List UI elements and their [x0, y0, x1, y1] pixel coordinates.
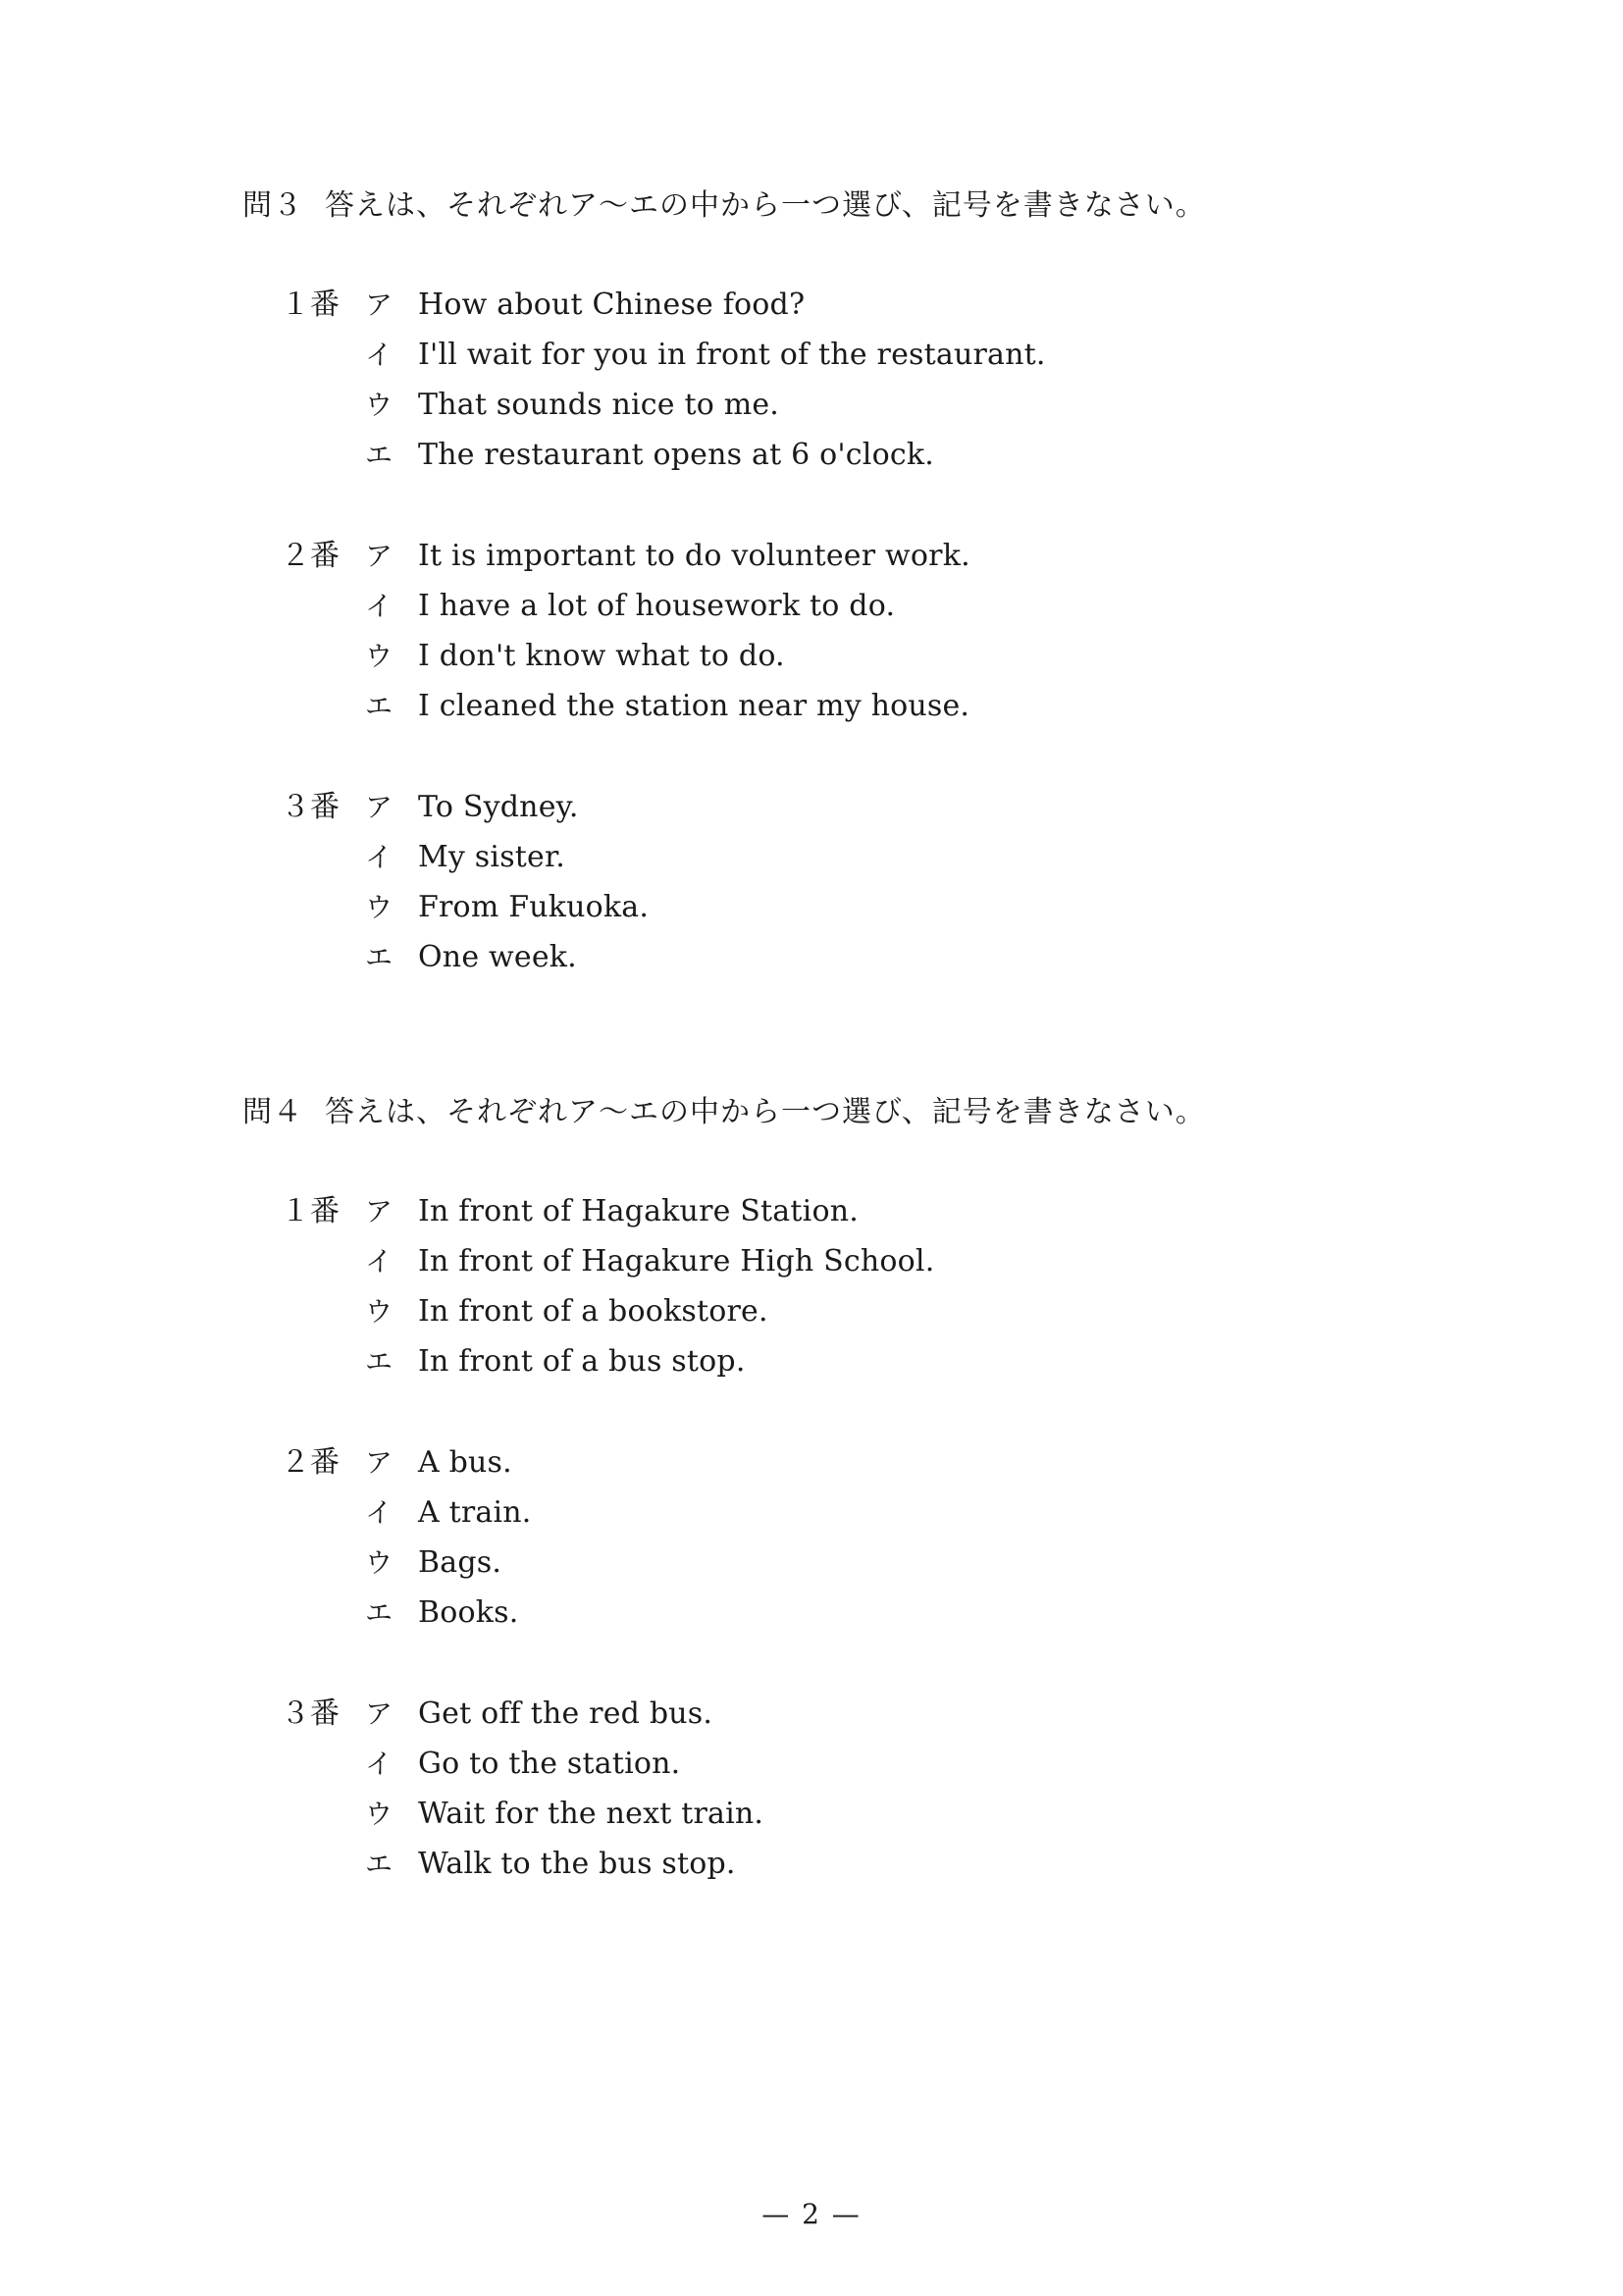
q3-instruction [242, 181, 1206, 224]
option-text: A bus. [418, 1445, 512, 1480]
option-symbol: ウ [365, 389, 393, 421]
item-number: ２番 [281, 539, 340, 573]
option-text: Walk to the bus stop. [418, 1847, 736, 1881]
option-symbol: ウ [365, 1295, 393, 1328]
option-text: To Sydney. [418, 790, 579, 824]
option-symbol: ウ [365, 640, 393, 672]
option-symbol: エ [365, 439, 393, 471]
option-row [281, 1236, 1360, 1286]
q3-item-1 [281, 280, 1360, 480]
option-text: Wait for the next train. [418, 1797, 764, 1831]
option-row [281, 782, 1360, 832]
option-row [281, 832, 1360, 882]
option-symbol: ア [365, 288, 393, 321]
option-row [281, 932, 1360, 982]
option-symbol: イ [365, 1748, 393, 1780]
q4-item-3 [281, 1689, 1360, 1889]
option-row [281, 1186, 1360, 1236]
option-text: I cleaned the station near my house. [418, 689, 970, 723]
item-number: １番 [281, 287, 340, 322]
item-number: １番 [281, 1194, 340, 1228]
option-row [281, 1739, 1360, 1789]
q4-item-2 [281, 1437, 1360, 1638]
q4-label: 問４ [242, 1095, 303, 1129]
option-symbol: イ [365, 339, 393, 371]
option-text: My sister. [418, 840, 565, 874]
option-row [281, 280, 1360, 330]
option-symbol: ウ [365, 1546, 393, 1579]
option-row [281, 1789, 1360, 1839]
item-number: ２番 [281, 1445, 340, 1480]
option-row [281, 531, 1360, 581]
option-text: In front of Hagakure Station. [418, 1194, 859, 1228]
option-text: In front of Hagakure High School. [418, 1244, 935, 1278]
option-symbol: ア [365, 540, 393, 572]
option-row [281, 581, 1360, 631]
option-row [281, 631, 1360, 681]
option-row [281, 330, 1360, 380]
page-number: — 2 — [761, 2198, 862, 2230]
option-row [281, 380, 1360, 430]
item-number: ３番 [281, 790, 340, 824]
option-symbol: ア [365, 1697, 393, 1730]
option-text: Books. [418, 1595, 519, 1630]
option-symbol: ウ [365, 891, 393, 923]
option-text: Get off the red bus. [418, 1696, 713, 1731]
option-symbol: ア [365, 791, 393, 823]
option-symbol: エ [365, 1848, 393, 1880]
q4-item-1 [281, 1186, 1360, 1386]
option-symbol: エ [365, 1596, 393, 1629]
q4-instruction [242, 1087, 1206, 1130]
q4-instruction-text: 答えは、それぞれア～エの中から一つ選び、記号を書きなさい。 [325, 1095, 1206, 1129]
option-text: The restaurant opens at 6 o'clock. [418, 438, 934, 472]
option-text: I have a lot of housework to do. [418, 589, 896, 623]
option-text: I'll wait for you in front of the restaurant. [418, 338, 1046, 372]
option-text: Bags. [418, 1545, 502, 1580]
option-text: In front of a bookstore. [418, 1294, 768, 1329]
option-row [281, 1689, 1360, 1739]
option-symbol: エ [365, 1345, 393, 1378]
option-row [281, 1839, 1360, 1889]
option-row [281, 1336, 1360, 1386]
option-row [281, 882, 1360, 932]
option-text: I don't know what to do. [418, 639, 785, 673]
q3-instruction-text: 答えは、それぞれア～エの中から一つ選び、記号を書きなさい。 [325, 188, 1206, 223]
q3-item-3 [281, 782, 1360, 982]
option-symbol: エ [365, 941, 393, 973]
q3-item-2 [281, 531, 1360, 731]
q3-label: 問３ [242, 188, 303, 223]
option-symbol: イ [365, 1496, 393, 1529]
option-text: Go to the station. [418, 1747, 681, 1781]
option-row [281, 1538, 1360, 1588]
option-text: In front of a bus stop. [418, 1344, 746, 1379]
option-row [281, 1588, 1360, 1638]
option-row [281, 1487, 1360, 1538]
option-text: A train. [418, 1495, 532, 1530]
item-number: ３番 [281, 1696, 340, 1731]
option-symbol: ア [365, 1446, 393, 1479]
option-text: From Fukuoka. [418, 890, 650, 924]
option-symbol: イ [365, 1245, 393, 1278]
option-symbol: エ [365, 690, 393, 722]
option-text: One week. [418, 940, 577, 974]
option-text: How about Chinese food? [418, 287, 806, 322]
option-row [281, 430, 1360, 480]
option-symbol: イ [365, 841, 393, 873]
option-symbol: ア [365, 1195, 393, 1227]
option-row [281, 1437, 1360, 1487]
option-row [281, 681, 1360, 731]
option-row [281, 1286, 1360, 1336]
option-symbol: イ [365, 590, 393, 622]
option-text: It is important to do volunteer work. [418, 539, 970, 573]
option-symbol: ウ [365, 1798, 393, 1830]
option-text: That sounds nice to me. [418, 388, 780, 422]
